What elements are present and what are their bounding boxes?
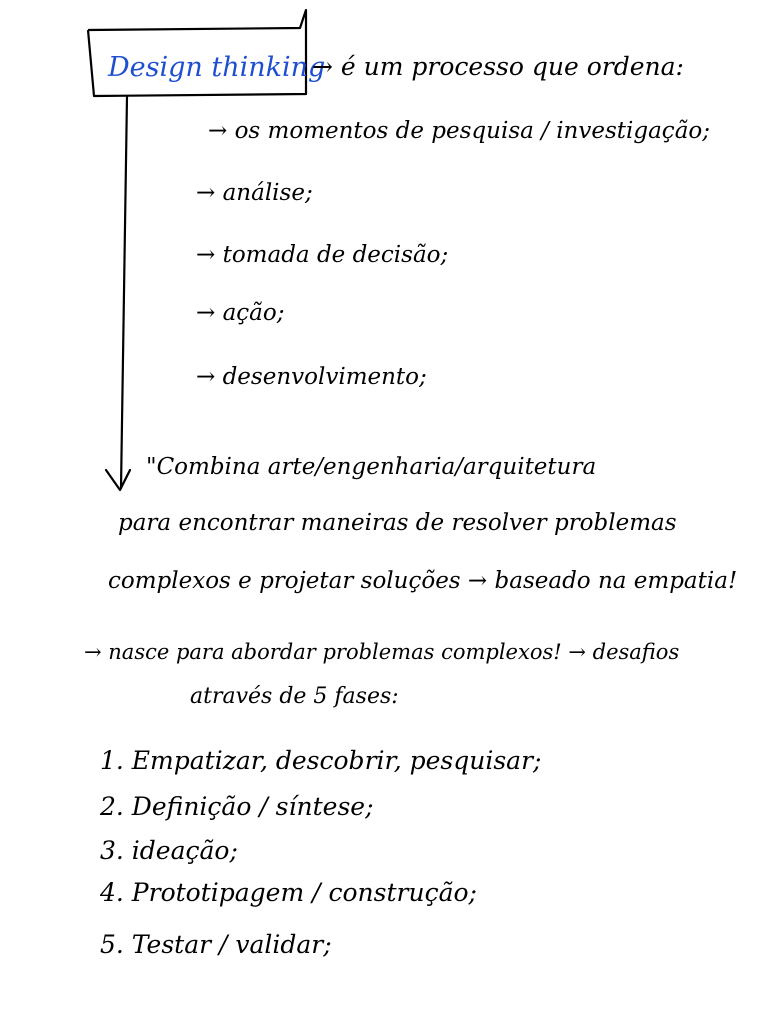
step-item: → tomada de decisão; [196, 242, 449, 268]
step-item: → desenvolvimento; [196, 364, 427, 390]
phase-item: 2. Definição / síntese; [100, 792, 374, 821]
phase-item: 1. Empatizar, descobrir, pesquisar; [100, 746, 542, 775]
note-line: → nasce para abordar problemas complexos! → desafios [84, 640, 680, 664]
title: Design thinking [108, 52, 326, 83]
connector-arrowhead-icon [106, 470, 130, 490]
paragraph-line: "Combina arte/engenharia/arquitetura [146, 454, 597, 480]
connector-arrow [121, 96, 127, 488]
step-item: → análise; [196, 180, 313, 206]
step-item: → ação; [196, 300, 285, 326]
note-line: através de 5 fases: [190, 684, 399, 709]
phase-item: 4. Prototipagem / construção; [100, 878, 477, 907]
phase-item: 5. Testar / validar; [100, 930, 332, 959]
phase-item: 3. ideação; [100, 836, 238, 865]
step-item: → os momentos de pesquisa / investigação; [208, 118, 711, 144]
paragraph-line: para encontrar maneiras de resolver problemas [118, 510, 677, 536]
intro-line: → é um processo que ordena: [312, 52, 684, 81]
paragraph-line: complexos e projetar soluções → baseado na empatia! [108, 568, 738, 594]
